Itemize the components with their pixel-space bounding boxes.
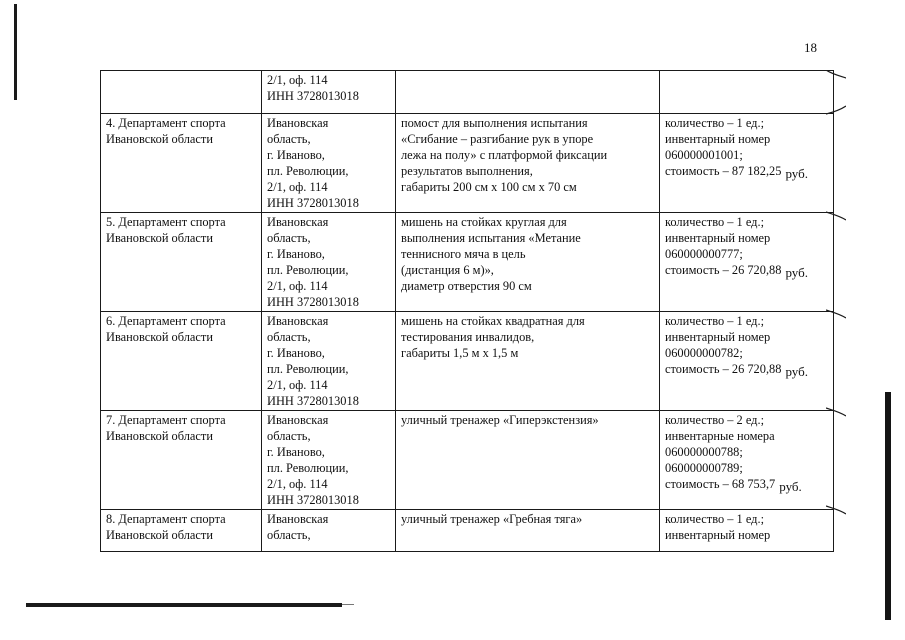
- details-line: количество – 1 ед.;: [665, 116, 765, 130]
- owner-cell: [101, 510, 262, 552]
- address-cell: [262, 510, 396, 552]
- item-cell: [396, 114, 660, 213]
- currency-label: руб.: [785, 265, 808, 280]
- address-line: г. Иваново,: [267, 445, 325, 459]
- address-cell: [262, 312, 396, 411]
- address-line: 2/1, оф. 114: [267, 279, 328, 293]
- cost-line: [665, 476, 829, 492]
- scan-edge-mark-right: [885, 392, 891, 620]
- details-line: количество – 1 ед.;: [665, 314, 765, 328]
- owner-line: 5. Департамент спорта: [106, 215, 226, 229]
- owner-line: 7. Департамент спорта: [106, 413, 226, 427]
- details-line: 060000000788;: [665, 445, 743, 459]
- table-row: [101, 510, 834, 552]
- address-line: Ивановская: [267, 413, 329, 427]
- item-cell: [396, 510, 660, 552]
- cost-line: [665, 163, 829, 179]
- item-line: тестирования инвалидов,: [401, 330, 535, 344]
- address-line: г. Иваново,: [267, 346, 325, 360]
- details-cell: [660, 114, 834, 213]
- owner-line: Ивановской области: [106, 231, 213, 245]
- address-line: область,: [267, 330, 311, 344]
- address-line: пл. Революции,: [267, 461, 349, 475]
- address-line: область,: [267, 132, 311, 146]
- address-line: ИНН 3728013018: [267, 394, 359, 408]
- details-line: 060000000789;: [665, 461, 743, 475]
- address-cell: [262, 213, 396, 312]
- owner-cell: [101, 411, 262, 510]
- address-cell: [262, 411, 396, 510]
- address-line: пл. Революции,: [267, 362, 349, 376]
- currency-label: руб.: [779, 479, 802, 494]
- details-line: количество – 2 ед.;: [665, 413, 765, 427]
- item-cell: [396, 213, 660, 312]
- details-line: инвентарный номер: [665, 231, 771, 245]
- owner-line: Ивановской области: [106, 528, 213, 542]
- item-line: лежа на полу» с платформой фиксации: [401, 148, 608, 162]
- details-line: 060000000777;: [665, 247, 743, 261]
- item-line: мишень на стойках квадратная для: [401, 314, 585, 328]
- details-line: количество – 1 ед.;: [665, 512, 765, 526]
- owner-line: 6. Департамент спорта: [106, 314, 226, 328]
- address-line: Ивановская: [267, 512, 329, 526]
- item-cell: [396, 71, 660, 114]
- address-line: 2/1, оф. 114: [267, 180, 328, 194]
- address-line: г. Иваново,: [267, 148, 325, 162]
- currency-label: руб.: [785, 166, 808, 181]
- table-row: [101, 213, 834, 312]
- address-line: область,: [267, 429, 311, 443]
- inventory-table: [100, 70, 834, 552]
- item-cell: [396, 411, 660, 510]
- address-line: Ивановская: [267, 215, 329, 229]
- item-line: результатов выполнения,: [401, 164, 533, 178]
- address-line: Ивановская: [267, 116, 329, 130]
- scan-edge-mark-bottom-tail: [342, 604, 354, 605]
- scan-edge-mark-bottom: [26, 603, 342, 607]
- item-line: помост для выполнения испытания: [401, 116, 588, 130]
- page-number: 18: [804, 40, 817, 55]
- address-line: ИНН 3728013018: [267, 493, 359, 507]
- currency-label: руб.: [785, 364, 808, 379]
- address-line: ИНН 3728013018: [267, 89, 359, 103]
- cost-line: [665, 262, 829, 278]
- cost-value: стоимость – 26 720,88: [665, 263, 782, 277]
- address-line: ИНН 3728013018: [267, 295, 359, 309]
- owner-cell: [101, 71, 262, 114]
- item-line: теннисного мяча в цель: [401, 247, 526, 261]
- item-line: мишень на стойках круглая для: [401, 215, 567, 229]
- details-line: инвентарный номер: [665, 330, 771, 344]
- item-line: габариты 1,5 м х 1,5 м: [401, 346, 519, 360]
- item-line: (дистанция 6 м)»,: [401, 263, 494, 277]
- details-line: 060000001001;: [665, 148, 743, 162]
- details-cell: [660, 213, 834, 312]
- address-cell: [262, 71, 396, 114]
- details-cell: [660, 71, 834, 114]
- cost-value: стоимость – 87 182,25: [665, 164, 782, 178]
- details-cell: [660, 411, 834, 510]
- owner-cell: [101, 213, 262, 312]
- address-line: 2/1, оф. 114: [267, 73, 328, 87]
- item-line: уличный тренажер «Гребная тяга»: [401, 512, 583, 526]
- details-line: инвентарный номер: [665, 528, 771, 542]
- address-line: Ивановская: [267, 314, 329, 328]
- cost-line: [665, 361, 829, 377]
- address-line: г. Иваново,: [267, 247, 325, 261]
- address-cell: [262, 114, 396, 213]
- details-cell: [660, 510, 834, 552]
- details-line: инвентарный номер: [665, 132, 771, 146]
- table-row: [101, 411, 834, 510]
- cost-value: стоимость – 26 720,88: [665, 362, 782, 376]
- address-line: ИНН 3728013018: [267, 196, 359, 210]
- owner-line: 4. Департамент спорта: [106, 116, 226, 130]
- cost-value: стоимость – 68 753,7: [665, 477, 776, 491]
- owner-line: Ивановской области: [106, 132, 213, 146]
- address-line: область,: [267, 231, 311, 245]
- table-row: [101, 114, 834, 213]
- details-line: 060000000782;: [665, 346, 743, 360]
- address-line: пл. Революции,: [267, 263, 349, 277]
- table-row: [101, 71, 834, 114]
- address-line: пл. Революции,: [267, 164, 349, 178]
- scan-edge-mark-left: [14, 4, 17, 100]
- owner-line: Ивановской области: [106, 429, 213, 443]
- owner-cell: [101, 114, 262, 213]
- item-line: габариты 200 см х 100 см х 70 см: [401, 180, 577, 194]
- table-row: [101, 312, 834, 411]
- owner-line: Ивановской области: [106, 330, 213, 344]
- address-line: 2/1, оф. 114: [267, 477, 328, 491]
- address-line: 2/1, оф. 114: [267, 378, 328, 392]
- item-line: диаметр отверстия 90 см: [401, 279, 532, 293]
- address-line: область,: [267, 528, 311, 542]
- owner-line: 8. Департамент спорта: [106, 512, 226, 526]
- item-line: выполнения испытания «Метание: [401, 231, 581, 245]
- item-cell: [396, 312, 660, 411]
- details-cell: [660, 312, 834, 411]
- item-line: уличный тренажер «Гиперэкстензия»: [401, 413, 599, 427]
- details-line: количество – 1 ед.;: [665, 215, 765, 229]
- item-line: «Сгибание – разгибание рук в упоре: [401, 132, 594, 146]
- owner-cell: [101, 312, 262, 411]
- details-line: инвентарные номера: [665, 429, 775, 443]
